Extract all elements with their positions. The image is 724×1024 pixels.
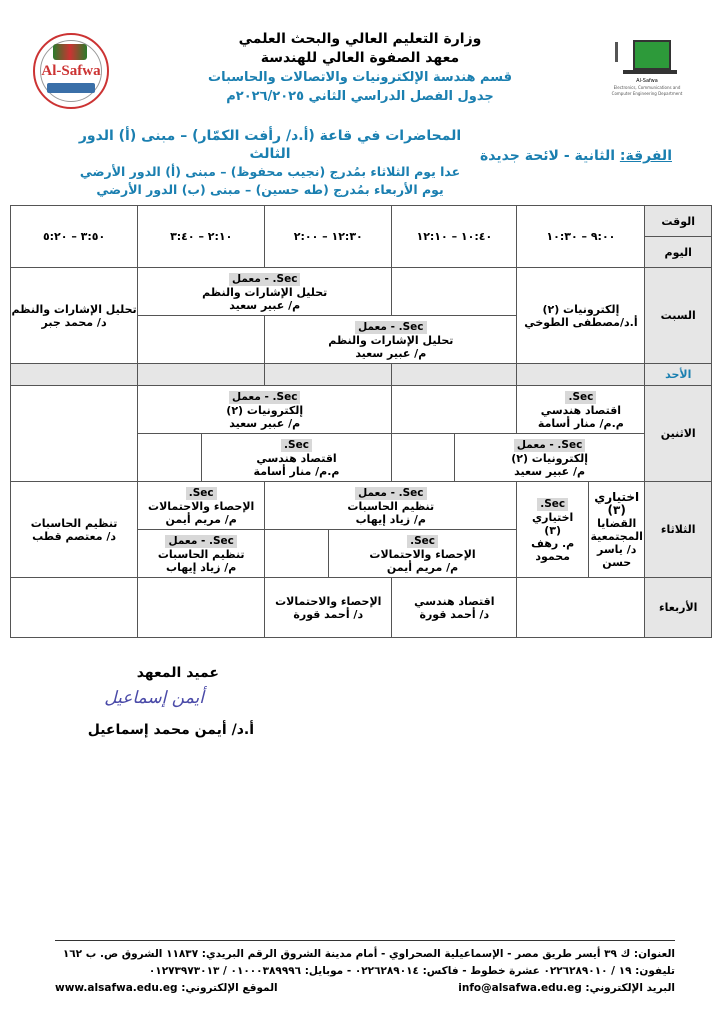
course-name: الإحصاء والاحتمالات bbox=[275, 594, 382, 608]
ta-name: م/ مريم أيمن bbox=[386, 560, 459, 574]
course-name: تحليل الإشارات والنظم bbox=[202, 285, 328, 299]
department-logo-subtext: Electronics, Communications and Computer Engineering Department bbox=[611, 85, 683, 96]
sat-lecture-signals bbox=[11, 268, 138, 364]
course-name: تحليل الإشارات والنظم bbox=[328, 333, 454, 347]
day-header: اليوم bbox=[645, 237, 712, 268]
time-slot-2: ١٠:٤٠ – ١٢:١٠ bbox=[392, 206, 517, 268]
course-name: اقتصاد هندسي bbox=[256, 451, 337, 465]
empty-cell bbox=[138, 364, 265, 386]
ta-name: م/ زياد إيهاب bbox=[355, 512, 426, 526]
student-group bbox=[480, 147, 672, 165]
instructor-name: د/ معتصم قطب bbox=[32, 529, 116, 543]
day-sunday: الأحد bbox=[645, 364, 712, 386]
mon-section-electronics-b bbox=[138, 386, 392, 434]
tue-lecture-organization bbox=[11, 482, 138, 578]
course-name: الإحصاء والاحتمالات bbox=[148, 499, 255, 513]
section-tag: Sec. - معمل bbox=[229, 391, 300, 404]
lecture-locations bbox=[70, 127, 470, 199]
empty-cell bbox=[392, 364, 517, 386]
section-tag: Sec. bbox=[281, 439, 312, 452]
time-slot-3: ١٢:٣٠ – ٢:٠٠ bbox=[265, 206, 392, 268]
instructor-name: د/ أحمد قورة bbox=[293, 607, 364, 621]
dean-signature: أيمن إسماعيل bbox=[104, 688, 204, 708]
course-name: الإحصاء والاحتمالات bbox=[369, 547, 476, 561]
instructor-name: د/ محمد جبر bbox=[41, 315, 107, 329]
ta-name: م/ عبير سعيد bbox=[229, 416, 301, 430]
department-logo bbox=[605, 40, 689, 106]
instructor-name: د/ ياسر حسن bbox=[596, 542, 637, 569]
sat-lecture-electronics bbox=[517, 268, 645, 364]
section-tag: Sec. - معمل bbox=[514, 439, 585, 452]
website-link[interactable]: www.alsafwa.edu.eg bbox=[55, 982, 178, 994]
empty-cell bbox=[138, 316, 265, 364]
course-number: (٣) bbox=[607, 502, 626, 517]
empty-cell bbox=[517, 364, 645, 386]
group-value: الثانية - لائحة جديدة bbox=[480, 148, 620, 164]
ta-name: م/ عبير سعيد bbox=[355, 346, 427, 360]
website-label: الموقع الإلكتروني: bbox=[181, 982, 278, 994]
empty-cell bbox=[392, 434, 455, 482]
ta-name: م. رهف محمود bbox=[531, 536, 575, 563]
instructor-name: أ.د/مصطفى الطوخي bbox=[524, 315, 638, 329]
tue-section-statistics-b bbox=[138, 482, 265, 530]
mon-section-economics-a bbox=[517, 386, 645, 434]
empty-cell bbox=[138, 578, 265, 638]
time-header: الوقت bbox=[645, 206, 712, 237]
tue-section-elective bbox=[517, 482, 589, 578]
footer-phones: تليفون: ١٩ / ٠٢٢٦٢٨٩٠١٠ عشرة خطوط - فاكس: ٠٢٢٦٢٨٩٠١٤ - موبايل: ٠١٠٠٠٣٨٩٩٩٦ / ٠١٢٧٣٩٧٣٠١٣ bbox=[148, 965, 675, 977]
department-logo-text: Al-Safwa bbox=[636, 78, 658, 84]
group-label: الفرقة: bbox=[619, 148, 672, 164]
mon-section-electronics-c bbox=[454, 434, 645, 482]
lecture-location-tuesday: عدا يوم الثلاثاء بمُدرج (نجيب محفوظ) – مبنى (أ) الدور الأرضي bbox=[79, 164, 461, 179]
ta-name: م/ عبير سعيد bbox=[229, 298, 301, 312]
course-name: اختياري bbox=[532, 510, 574, 524]
footer-address: العنوان: ك ٣٩ أيسر طريق مصر - الإسماعيلية الصحراوي - أمام مدينة الشروق الرقم البريدي: ١١٨٣٧ الشروق ص. ب ١٦٢ bbox=[62, 948, 675, 960]
institute-logo bbox=[33, 33, 109, 109]
day-tuesday: الثلاثاء bbox=[645, 482, 712, 578]
sat-section-signals-b bbox=[265, 316, 517, 364]
ta-name: م/ زياد إيهاب bbox=[166, 560, 237, 574]
sat-section-signals-a bbox=[138, 268, 392, 316]
empty-cell bbox=[265, 530, 329, 578]
footer-contacts bbox=[55, 980, 675, 997]
institute-name: معهد الصفوة العالي للهندسة bbox=[260, 50, 460, 66]
section-tag: Sec. bbox=[565, 391, 596, 404]
wed-lecture-economics bbox=[392, 578, 517, 638]
course-name: إلكترونيات (٢) bbox=[511, 451, 589, 465]
department-name: قسم هندسة الإلكترونيات والاتصالات والحاسبات bbox=[208, 70, 512, 85]
empty-cell bbox=[138, 434, 202, 482]
section-tag: Sec. - معمل bbox=[165, 535, 236, 548]
day-wednesday: الأربعاء bbox=[645, 578, 712, 638]
time-slot-5: ٣:٥٠ – ٥:٢٠ bbox=[11, 206, 138, 268]
dean-name: أ.د/ أيمن محمد إسماعيل bbox=[87, 722, 254, 738]
course-name: تنظيم الحاسبات bbox=[347, 499, 435, 513]
footer-website bbox=[55, 980, 278, 997]
time-slot-4: ٢:١٠ – ٣:٤٠ bbox=[138, 206, 265, 268]
course-name: تحليل الإشارات والنظم bbox=[11, 302, 137, 316]
time-slot-1: ٩:٠٠ – ١٠:٣٠ bbox=[517, 206, 645, 268]
section-tag: Sec. bbox=[407, 535, 438, 548]
tue-lecture-elective bbox=[588, 482, 644, 578]
lecture-location-wednesday: يوم الأربعاء بمُدرج (طه حسين) – مبنى (ب) الدور الأرضي bbox=[96, 182, 444, 197]
course-name: تنظيم الحاسبات bbox=[157, 547, 245, 561]
day-saturday: السبت bbox=[645, 268, 712, 364]
empty-cell bbox=[392, 268, 517, 316]
empty-cell bbox=[11, 578, 138, 638]
course-name: اختياري bbox=[594, 489, 640, 504]
day-monday: الاثنين bbox=[645, 386, 712, 482]
course-number: (٣) bbox=[544, 523, 562, 537]
schedule-title: جدول الفصل الدراسي الثاني ٢٠٢٦/٢٠٢٥م bbox=[226, 89, 494, 104]
footer-email bbox=[458, 980, 675, 997]
section-tag: Sec. bbox=[186, 487, 217, 500]
tue-section-organization-d bbox=[138, 530, 265, 578]
course-name: إلكترونيات (٢) bbox=[542, 302, 620, 316]
wed-lecture-statistics bbox=[265, 578, 392, 638]
empty-cell bbox=[265, 364, 392, 386]
course-name: إلكترونيات (٢) bbox=[226, 403, 304, 417]
instructor-name: د/ أحمد قورة bbox=[419, 607, 490, 621]
tue-section-organization-a bbox=[265, 482, 517, 530]
mon-section-economics-d bbox=[201, 434, 392, 482]
email-link[interactable]: info@alsafwa.edu.eg bbox=[458, 982, 582, 994]
ta-name: م/ مريم أيمن bbox=[165, 512, 237, 526]
section-tag: Sec. - معمل bbox=[355, 321, 426, 334]
section-tag: Sec. - معمل bbox=[229, 273, 300, 286]
course-name: اقتصاد هندسي bbox=[540, 403, 622, 417]
course-name: تنظيم الحاسبات bbox=[30, 516, 118, 530]
ministry-name: وزارة التعليم العالي والبحث العلمي bbox=[238, 31, 482, 47]
email-label: البريد الإلكتروني: bbox=[585, 982, 675, 994]
section-tag: Sec. - معمل bbox=[355, 487, 426, 500]
tue-section-statistics-c bbox=[328, 530, 517, 578]
empty-cell bbox=[392, 386, 517, 434]
empty-cell bbox=[517, 578, 645, 638]
elective-name: القضايا المجتمعية bbox=[590, 516, 643, 543]
ta-name: م/ عبير سعيد bbox=[514, 464, 586, 478]
logo-brand-text: Al-Safwa bbox=[41, 63, 101, 79]
ta-name: م.م/ منار أسامة bbox=[537, 416, 624, 430]
empty-cell bbox=[11, 364, 138, 386]
footer bbox=[55, 940, 675, 997]
ta-name: م.م/ منار أسامة bbox=[253, 464, 340, 478]
lecture-location-main: المحاضرات في قاعة (أ.د/ رأفت الكمّار) – مبنى (أ) الدور الثالث bbox=[78, 128, 462, 162]
course-name: اقتصاد هندسي bbox=[414, 594, 495, 608]
schedule-table bbox=[10, 205, 712, 638]
empty-cell bbox=[11, 386, 138, 482]
document-header bbox=[200, 30, 520, 106]
dean-title: عميد المعهد bbox=[136, 665, 219, 681]
section-tag: Sec. bbox=[537, 498, 568, 511]
